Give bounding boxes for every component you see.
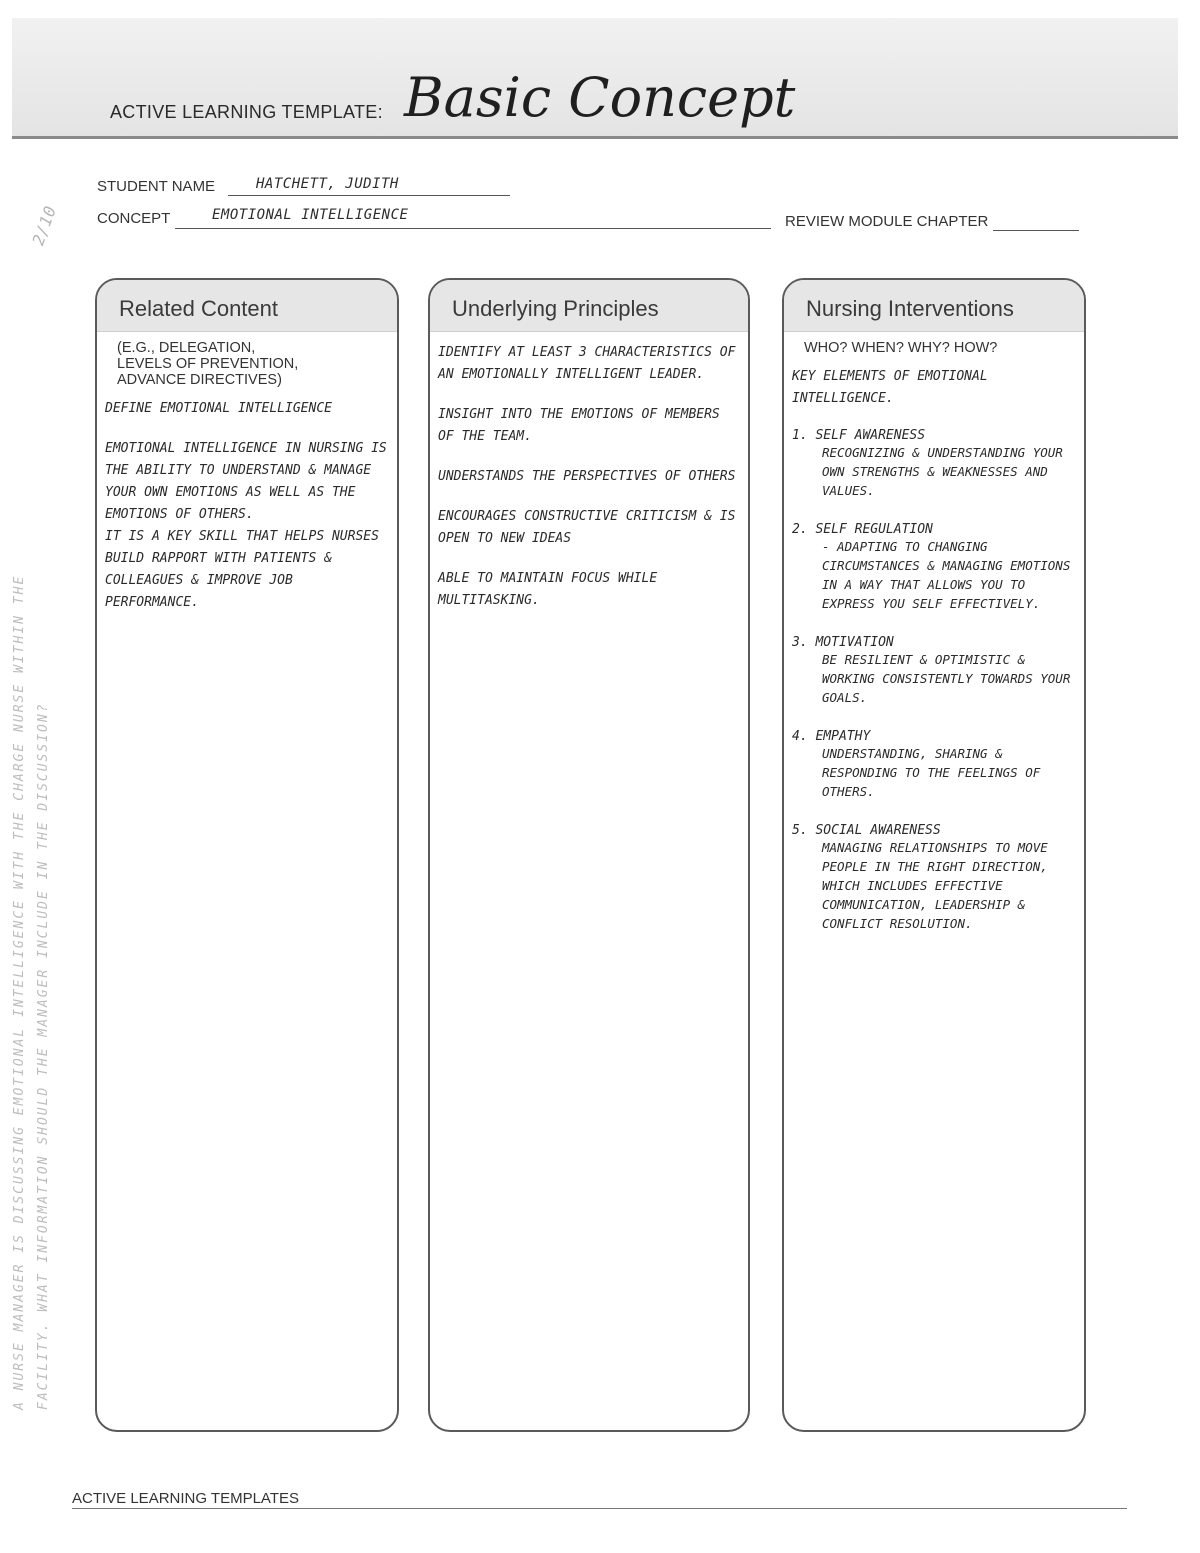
review-module-line[interactable] — [993, 212, 1079, 231]
intervention-item-title: 5. SOCIAL AWARENESS — [792, 823, 941, 838]
intervention-item[interactable] — [792, 635, 1076, 707]
page-title: Basic Concept — [404, 66, 796, 129]
principle-entry[interactable]: ENCOURAGES CONSTRUCTIVE CRITICISM & IS OPEN TO NEW IDEAS — [438, 509, 736, 546]
nursing-interventions-subtitle: WHO? WHEN? WHY? HOW? — [804, 340, 998, 356]
concept-label: CONCEPT — [97, 210, 171, 227]
intervention-item-title: 3. MOTIVATION — [792, 635, 894, 650]
intervention-item-detail: RECOGNIZING & UNDERSTANDING YOUR OWN STRENGTHS & WEAKNESSES AND VALUES. — [822, 445, 1063, 498]
intervention-item-detail: UNDERSTANDING, SHARING & RESPONDING TO THE FEELINGS OF OTHERS. — [822, 746, 1041, 799]
intervention-item-detail: MANAGING RELATIONSHIPS TO MOVE PEOPLE IN THE RIGHT DIRECTION, WHICH INCLUDES EFFECTIVE COMMUNICATION, LEADERSHIP & CONFLICT RESOLUTION. — [822, 840, 1048, 931]
related-content-panel — [95, 278, 399, 1432]
intervention-item-title: 1. SELF AWARENESS — [792, 428, 926, 443]
student-name-label: STUDENT NAME — [97, 178, 216, 195]
nursing-interventions-panel — [782, 278, 1086, 1432]
footer-label: ACTIVE LEARNING TEMPLATES — [72, 1490, 299, 1507]
interventions-intro[interactable]: KEY ELEMENTS OF EMOTIONAL INTELLIGENCE. — [792, 369, 988, 406]
related-entry[interactable]: EMOTIONAL INTELLIGENCE IN NURSING IS THE ABILITY TO UNDERSTAND & MANAGE YOUR OWN EMOTIONS AS WELL AS THE EMOTIONS OF OTHERS. IT IS A KEY SKILL THAT HELPS NURSES BUILD RAPPORT WITH PATIENTS & COLLEAGUES & IMPROVE JOB PERFORMANCE. — [105, 441, 387, 610]
related-content-title: Related Content — [97, 280, 397, 332]
nursing-interventions-title: Nursing Interventions — [784, 280, 1084, 332]
intervention-item[interactable] — [792, 522, 1076, 613]
score-note: 2/10 — [28, 203, 61, 248]
intervention-item-detail: BE RESILIENT & OPTIMISTIC & WORKING CONSISTENTLY TOWARDS YOUR GOALS. — [822, 652, 1071, 705]
intervention-item[interactable] — [792, 823, 1076, 933]
margin-note-line: FACILITY. WHAT INFORMATION SHOULD THE MANAGER INCLUDE IN THE DISCUSSION? — [36, 702, 51, 1410]
review-module-label: REVIEW MODULE CHAPTER — [785, 213, 989, 230]
intervention-item[interactable] — [792, 729, 1076, 801]
principle-entry[interactable]: INSIGHT INTO THE EMOTIONS OF MEMBERS OF THE TEAM. — [438, 407, 720, 444]
related-content-subtitle: (E.G., DELEGATION, LEVELS OF PREVENTION, ADVANCE DIRECTIVES) — [117, 340, 299, 388]
footer-rule — [72, 1508, 1127, 1509]
intervention-item[interactable] — [792, 428, 1076, 500]
underlying-principles-title: Underlying Principles — [430, 280, 748, 332]
intervention-item-detail: - ADAPTING TO CHANGING CIRCUMSTANCES & MANAGING EMOTIONS IN A WAY THAT ALLOWS YOU TO EXPRESS YOU SELF EFFECTIVELY. — [822, 539, 1071, 611]
concept-value[interactable]: EMOTIONAL INTELLIGENCE — [212, 207, 409, 223]
principle-entry[interactable]: IDENTIFY AT LEAST 3 CHARACTERISTICS OF AN EMOTIONALLY INTELLIGENT LEADER. — [438, 345, 736, 382]
intervention-item-title: 2. SELF REGULATION — [792, 522, 933, 537]
related-entry[interactable]: DEFINE EMOTIONAL INTELLIGENCE — [105, 401, 332, 416]
underlying-principles-panel — [428, 278, 750, 1432]
principle-entry[interactable]: UNDERSTANDS THE PERSPECTIVES OF OTHERS — [438, 469, 736, 484]
template-label: ACTIVE LEARNING TEMPLATE: — [110, 102, 383, 122]
margin-question-note — [8, 410, 56, 1410]
student-name-value[interactable]: HATCHETT, JUDITH — [256, 176, 399, 192]
intervention-item-title: 4. EMPATHY — [792, 729, 871, 744]
margin-note-line: A NURSE MANAGER IS DISCUSSING EMOTIONAL INTELLIGENCE WITH THE CHARGE NURSE WITHIN THE — [12, 574, 27, 1410]
principle-entry[interactable]: ABLE TO MAINTAIN FOCUS WHILE MULTITASKING. — [438, 571, 658, 608]
